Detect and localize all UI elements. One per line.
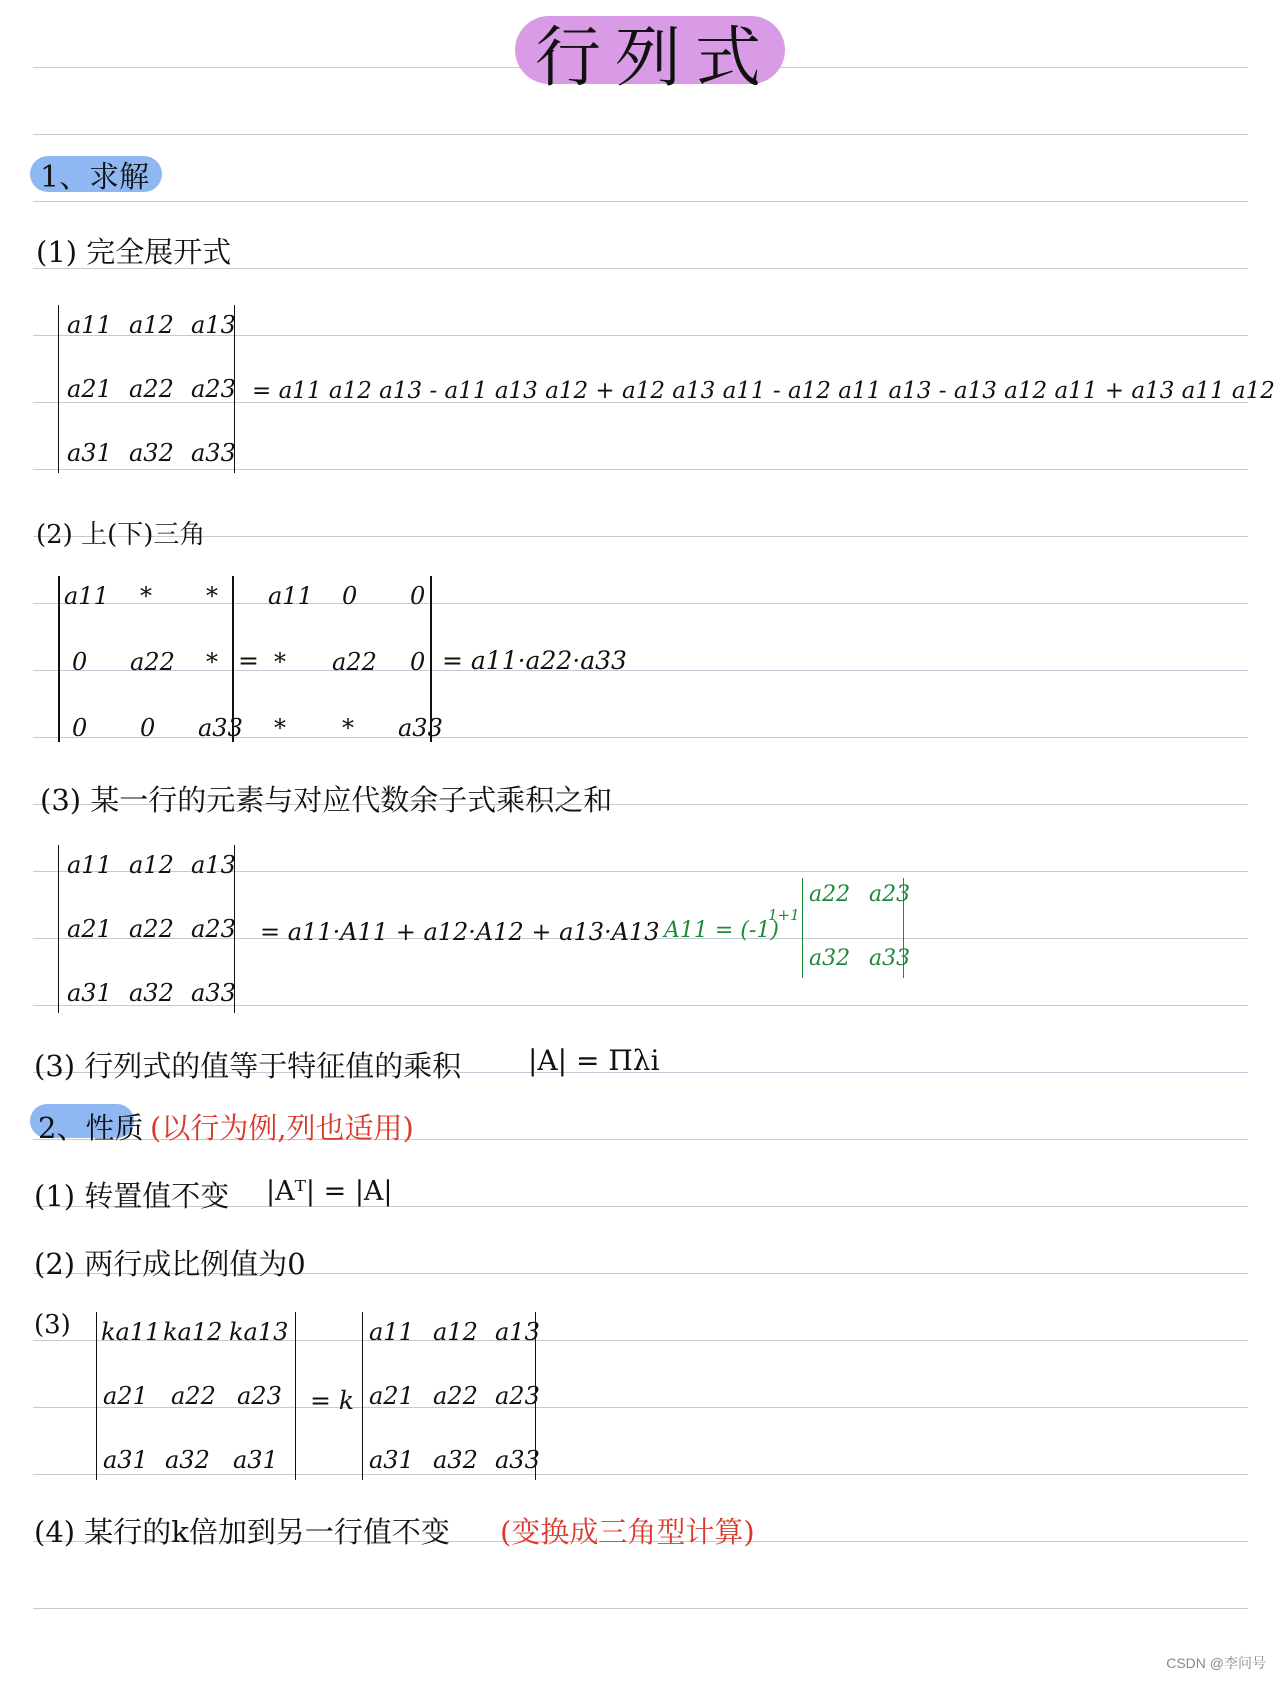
matrix-cell: a12 [129, 311, 174, 339]
matrix-cell: a31 [67, 979, 112, 1007]
matrix-cell: a33 [198, 714, 243, 742]
matrix-cell: 0 [410, 582, 426, 610]
equals-sign: = [238, 646, 259, 675]
matrix-cell: 0 [410, 648, 426, 676]
matrix-cell: a22 [129, 375, 174, 403]
matrix-cell: a32 [809, 946, 851, 971]
matrix-cell: a13 [191, 851, 236, 879]
matrix-cell: * [342, 714, 354, 742]
matrix-cell: a21 [103, 1382, 148, 1410]
det-bar-left [58, 576, 60, 742]
matrix-cell: a21 [67, 915, 112, 943]
scalar-factor: = k [310, 1386, 355, 1415]
watermark: CSDN @李问号 [1166, 1655, 1266, 1671]
ruled-line [33, 201, 1248, 202]
matrix-cell: a23 [191, 915, 236, 943]
matrix-cell: ka12 [163, 1318, 223, 1346]
matrix-cell: a22 [130, 648, 175, 676]
matrix-cell: * [206, 648, 218, 676]
matrix-cell: a12 [129, 851, 174, 879]
ruled-line [33, 536, 1248, 537]
matrix-cell: ka11 [101, 1318, 161, 1346]
section2-note: (以行为例,列也适用) [150, 1111, 414, 1145]
triangular-product: = a11·a22·a33 [442, 646, 627, 675]
eigen-product-formula: |A| = Πλi [528, 1044, 660, 1077]
matrix-cell: a31 [369, 1446, 414, 1474]
matrix-cell: a22 [129, 915, 174, 943]
section1-heading: 1、求解 [40, 160, 150, 195]
matrix-cell: a31 [233, 1446, 278, 1474]
matrix-cell: 0 [72, 714, 88, 742]
cofactor-exponent: 1+1 [768, 906, 800, 924]
section2-heading: 2、性质 [38, 1111, 144, 1145]
matrix-cell: a22 [171, 1382, 216, 1410]
matrix-cell: a23 [191, 375, 236, 403]
matrix-cell: a31 [67, 439, 112, 467]
determinant-full [58, 305, 235, 473]
property4-note: (变换成三角型计算) [500, 1515, 755, 1549]
cofactor-expansion: = a11·A11 + a12·A12 + a13·A13 [260, 918, 660, 946]
matrix-cell: ka13 [229, 1318, 289, 1346]
matrix-cell: a11 [64, 582, 109, 610]
property4: (4) 某行的k倍加到另一行值不变 [34, 1515, 450, 1549]
property1: (1) 转置值不变 [34, 1179, 230, 1213]
expansion-formula: = a11 a12 a13 - a11 a13 a12 + a12 a13 a11 - a12 a11 a13 - a13 a12 a11 + a13 a11 a12 [252, 378, 1275, 404]
cofactor-label: A11 = (-1) [664, 918, 779, 943]
matrix-cell: a21 [369, 1382, 414, 1410]
matrix-cell: a22 [433, 1382, 478, 1410]
matrix-cell: * [206, 582, 218, 610]
matrix-cell: 0 [140, 714, 156, 742]
matrix-cell: a33 [869, 946, 911, 971]
matrix-cell: a32 [129, 979, 174, 1007]
matrix-cell: 0 [72, 648, 88, 676]
matrix-cell: a31 [103, 1446, 148, 1474]
sub2-heading: (2) 上(下)三角 [36, 520, 206, 550]
determinant-scaled-row [96, 1312, 296, 1480]
ruled-line [33, 1608, 1248, 1609]
matrix-cell: a11 [67, 311, 112, 339]
matrix-cell: a22 [809, 882, 851, 907]
matrix-cell: a32 [433, 1446, 478, 1474]
property3-label: (3) [34, 1310, 71, 1340]
matrix-cell: a33 [398, 714, 443, 742]
sub3-heading: (3) 某一行的元素与对应代数余子式乘积之和 [40, 783, 613, 817]
matrix-cell: a23 [869, 882, 911, 907]
matrix-cell: 0 [342, 582, 358, 610]
matrix-cell: a12 [433, 1318, 478, 1346]
matrix-cell: * [274, 648, 286, 676]
matrix-cell: a13 [495, 1318, 540, 1346]
matrix-cell: a13 [191, 311, 236, 339]
determinant-original [362, 1312, 540, 1480]
matrix-cell: * [140, 582, 152, 610]
matrix-cell: a32 [165, 1446, 210, 1474]
matrix-cell: a22 [332, 648, 377, 676]
property2: (2) 两行成比例值为0 [34, 1247, 306, 1281]
matrix-cell: a11 [369, 1318, 414, 1346]
matrix-cell: * [274, 714, 286, 742]
matrix-cell: a11 [67, 851, 112, 879]
determinant-cofactor [58, 845, 235, 1013]
cofactor-minor [802, 878, 911, 978]
matrix-cell: a23 [495, 1382, 540, 1410]
sub1-heading: (1) 完全展开式 [36, 235, 232, 269]
matrix-cell: a11 [268, 582, 313, 610]
matrix-cell: a23 [237, 1382, 282, 1410]
sub4-heading: (3) 行列式的值等于特征值的乘积 [34, 1049, 462, 1083]
matrix-cell: a32 [129, 439, 174, 467]
page-title: 行列式 [535, 19, 775, 96]
ruled-line [33, 134, 1248, 135]
matrix-cell: a33 [191, 439, 236, 467]
matrix-cell: a33 [191, 979, 236, 1007]
matrix-cell: a21 [67, 375, 112, 403]
transpose-formula: |Aᵀ| = |A| [266, 1176, 393, 1207]
matrix-cell: a33 [495, 1446, 540, 1474]
